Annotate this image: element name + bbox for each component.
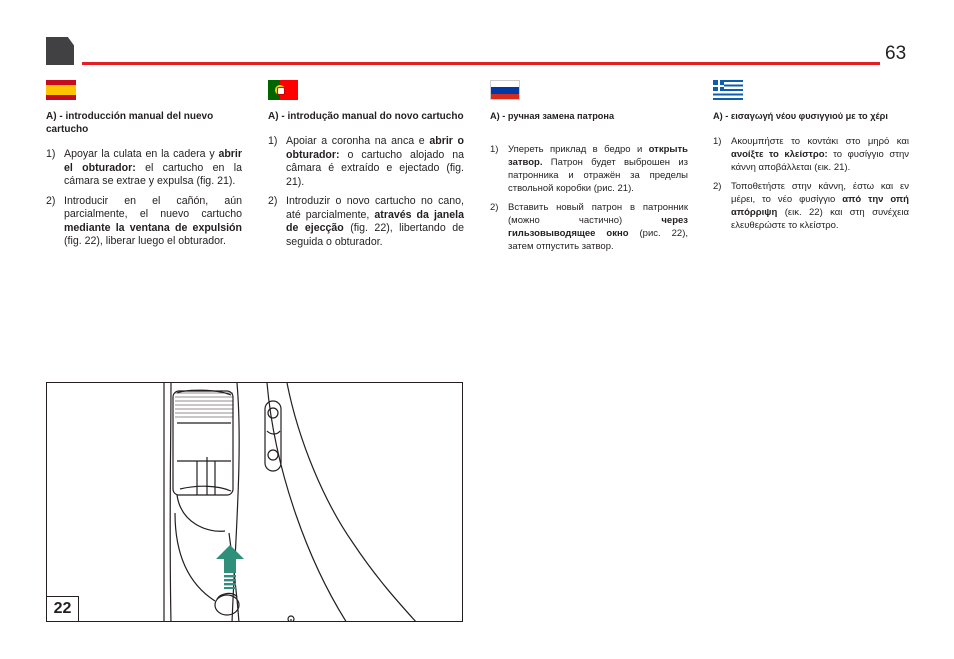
page-number: 63 — [885, 43, 907, 64]
column-spanish — [46, 80, 242, 255]
shotgun-receiver-illustration — [47, 383, 463, 622]
russia-flag-icon — [490, 80, 520, 100]
item-number: 1) — [268, 135, 278, 147]
item-number: 1) — [46, 148, 56, 160]
item-text: Apoiar a coronha na anca e abrir o obturador: o cartucho alojado na câmara é extraído e ejectado (fig. 21). — [286, 135, 464, 188]
list-item — [46, 148, 242, 189]
item-number: 2) — [713, 181, 722, 192]
spain-flag-icon — [46, 80, 76, 100]
item-text: Вставить новый патрон в патронник (можно частично) через гильзовыводящее окно (рис. 22), затем отпустить затвор. — [508, 202, 689, 252]
item-text: Apoyar la culata en la cadera y abrir el obturador: el cartucho en la cámara se extrae y expulsa (fig. 21). — [64, 148, 243, 187]
list-item — [268, 195, 464, 249]
column-greek — [713, 80, 909, 238]
list-item — [490, 201, 688, 253]
column-portuguese — [268, 80, 464, 255]
item-text: Introduzir o novo cartucho no cano, até parcialmente, através da janela de ejecção (fig. 22), libertando de seguida o obturador. — [286, 195, 464, 248]
item-number: 1) — [713, 136, 722, 147]
list-item — [46, 195, 242, 249]
item-number: 1) — [490, 144, 499, 155]
chapter-tab-marker — [46, 37, 74, 65]
column-russian — [490, 80, 688, 259]
list-item — [713, 135, 909, 174]
item-text: Ακουμπήστε το κοντάκι στο μηρό και ανοίξτε το κλείστρο: το φυσίγγιο στην κάννη αποβάλλεται (εικ. 21). — [731, 136, 909, 173]
insertion-arrow-icon — [216, 545, 244, 589]
section-heading: A) - εισαγωγή νέου φυσιγγιού με το χέρι — [713, 111, 888, 121]
list-item — [490, 143, 688, 195]
section-heading: A) - introdução manual do novo cartucho — [268, 111, 464, 122]
greece-flag-icon — [713, 80, 743, 100]
section-heading: A) - introducción manual del nuevo cartucho — [46, 111, 214, 135]
portugal-flag-icon — [268, 80, 298, 100]
item-text: Introducir en el cañón, aún parcialmente, el nuevo cartucho mediante la ventana de expulsión (fig. 22), liberar luego el obturador. — [64, 194, 242, 247]
figure-22 — [46, 382, 463, 622]
item-number: 2) — [268, 195, 278, 207]
list-item — [268, 135, 464, 189]
item-text: Τοποθετήστε στην κάννη, έστω και εν μέρει, το νέο φυσίγγιο από την οπή απόρριψη (εικ. 22) και στη συνέχεια ελευθερώστε το κλείστρο. — [731, 181, 909, 231]
item-number: 2) — [46, 194, 56, 207]
figure-number: 22 — [47, 596, 79, 621]
item-number: 2) — [490, 202, 499, 213]
item-text: Упереть приклад в бедро и открыть затвор. Патрон будет выброшен из патронника и отражён за пределы ствольной коробки (рис. 21). — [508, 144, 688, 194]
section-heading: А) - ручная замена патрона — [490, 111, 615, 121]
header-rule — [82, 62, 880, 65]
list-item — [713, 180, 909, 232]
